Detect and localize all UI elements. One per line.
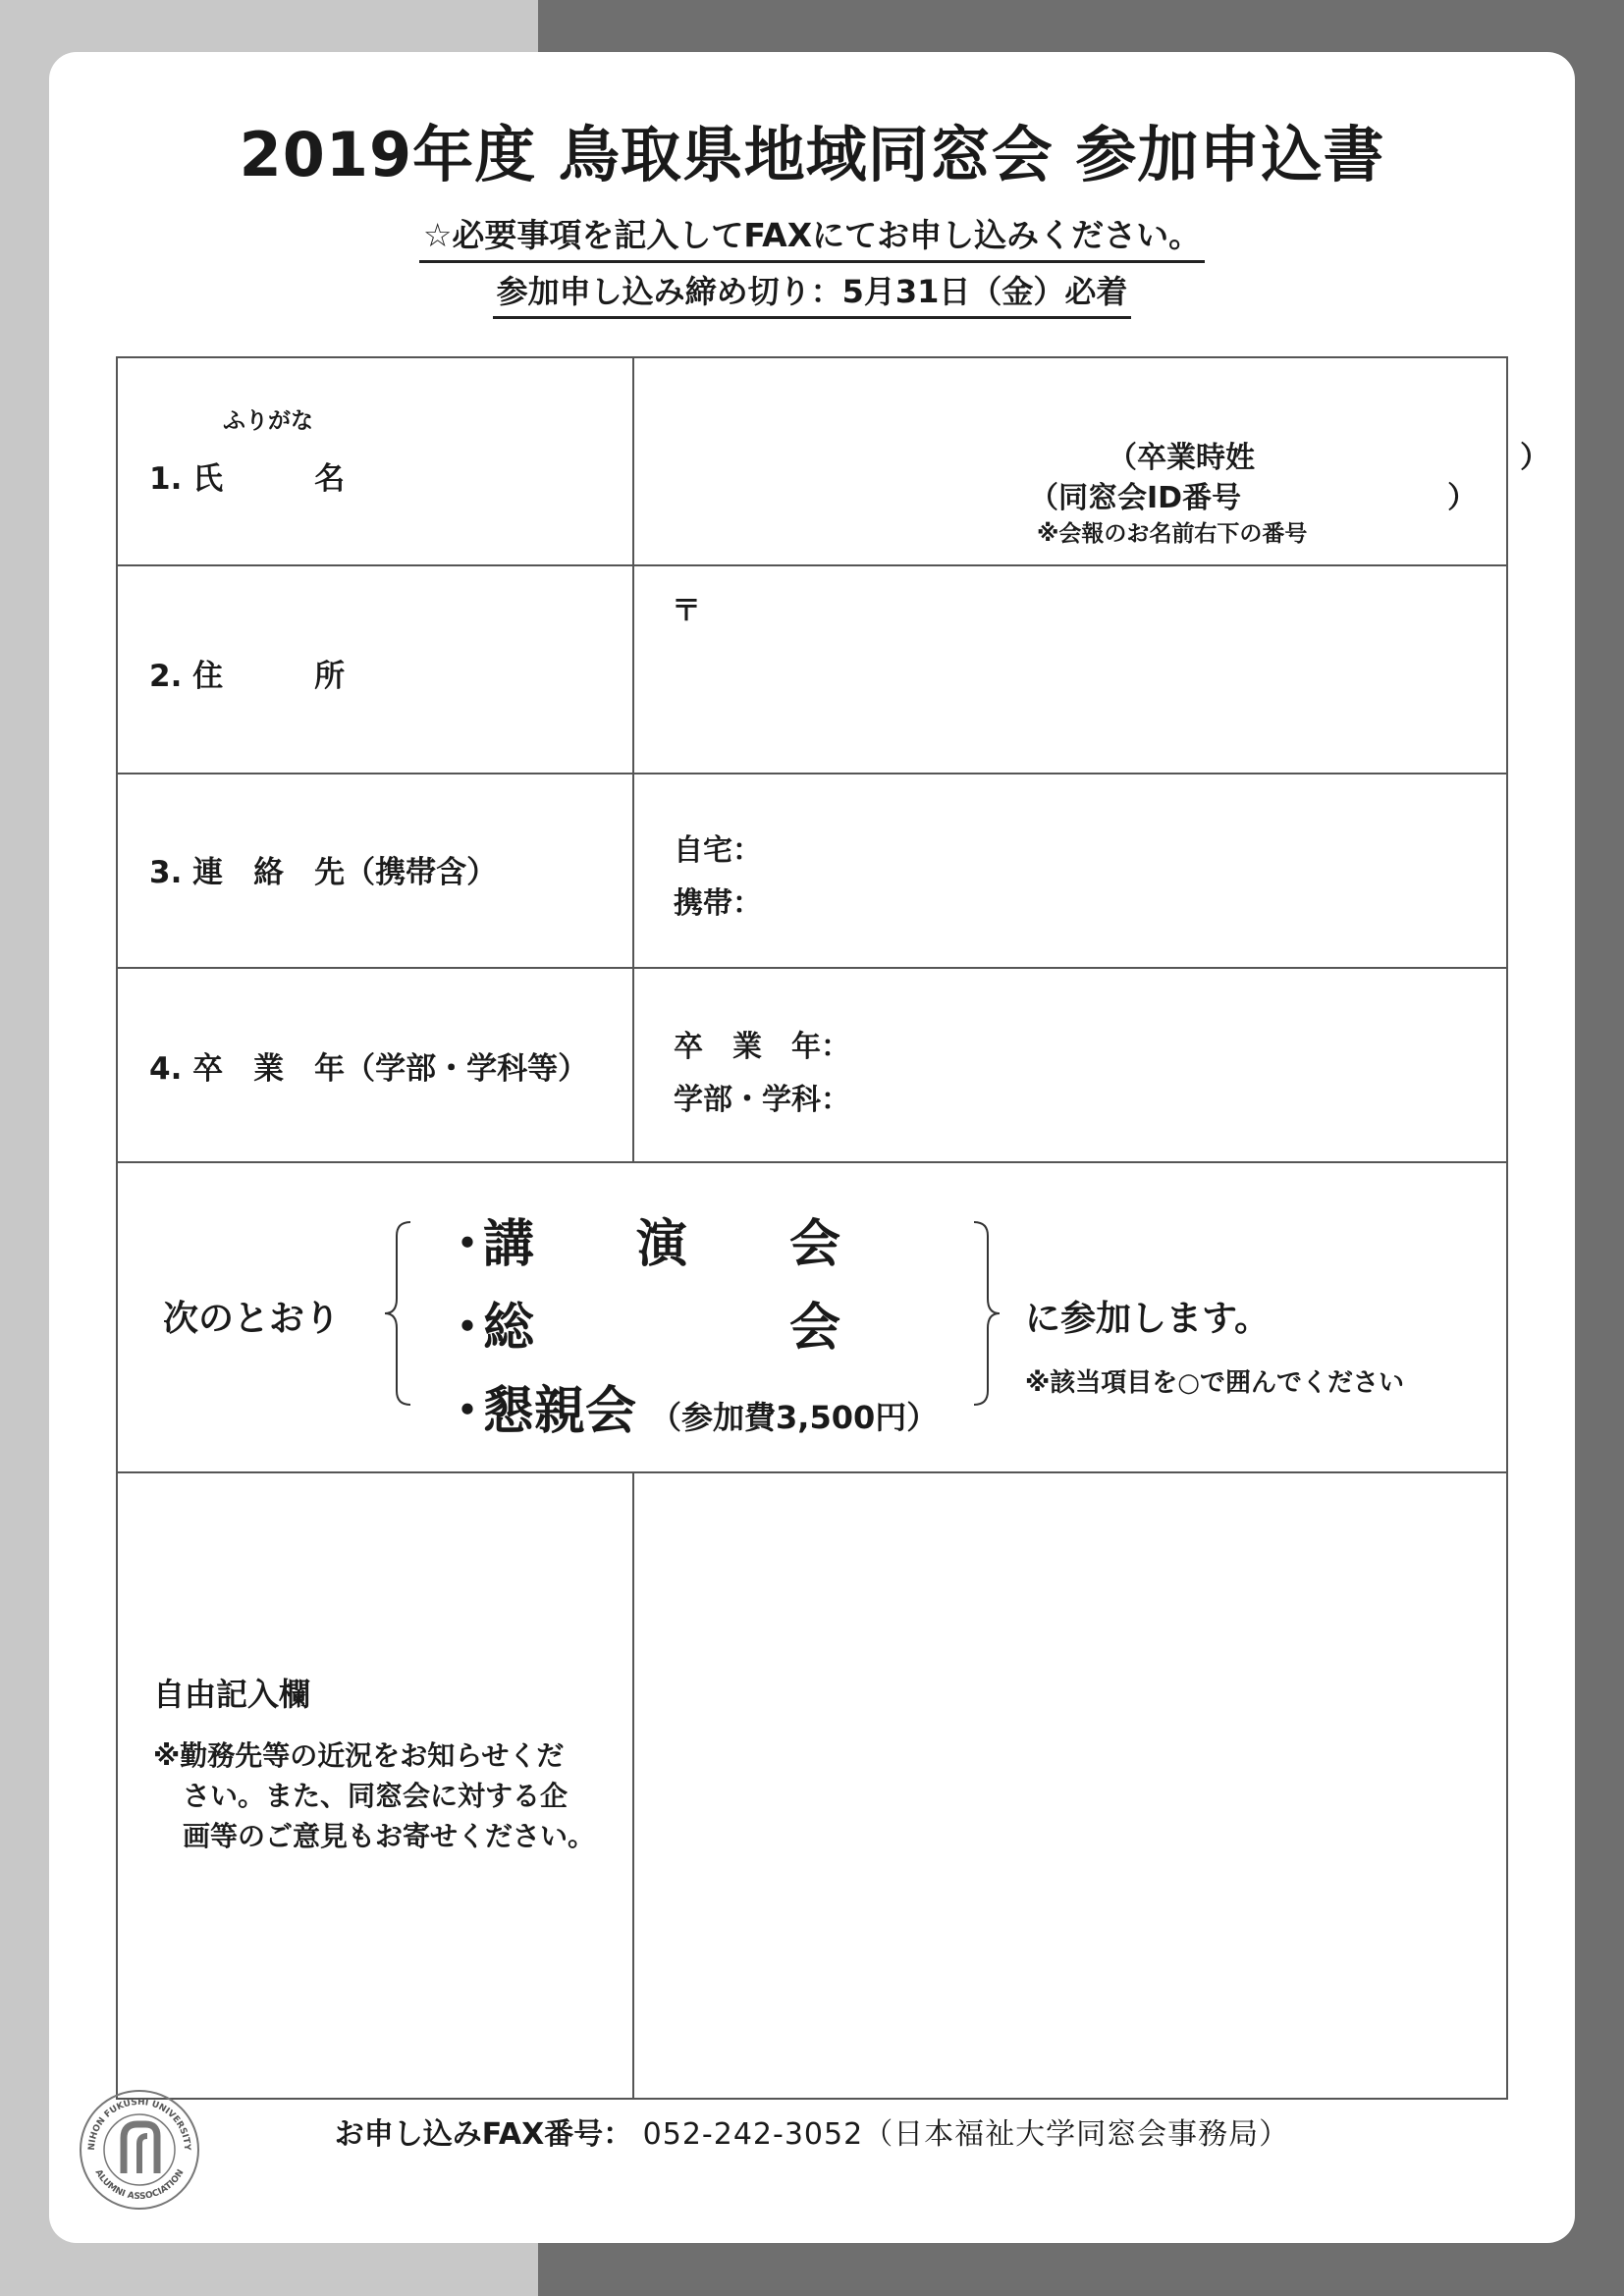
left-brace-icon [383, 1220, 412, 1407]
free-entry-label: 自由記入欄 [153, 1676, 311, 1713]
contact-input-cell[interactable] [634, 774, 1506, 967]
participation-prefix: 次のとおり [163, 1299, 341, 1339]
option-lecture-label: 講 演 会 [483, 1215, 841, 1274]
fax-footer [49, 2109, 1575, 2153]
application-sheet [49, 52, 1575, 2243]
graduation-label: 4. 卒 業 年（学部・学科等） [149, 1051, 589, 1087]
row-name [118, 358, 1549, 566]
name-label: 1. 氏 名 [149, 461, 346, 497]
option-lecture[interactable] [442, 1202, 840, 1276]
alumni-id-field[interactable]: （同窓会ID番号 ） [1029, 481, 1478, 515]
deadline-text: 参加申し込み締め切り：5月31日（金）必着 [493, 273, 1132, 319]
office-name: （日本福祉大学同窓会事務局） [863, 2117, 1290, 2152]
row-address [118, 566, 1506, 774]
instruction-text: ☆必要事項を記入してFAXにてお申し込みください。 [419, 216, 1205, 263]
row-free-entry [118, 1473, 1506, 2098]
option-general-meeting-label: 総 会 [483, 1299, 841, 1358]
graduation-input-cell[interactable] [634, 969, 1506, 1161]
free-entry-note-3: 画等のご意見もお寄せください。 [183, 1820, 596, 1852]
alumni-association-logo-icon [77, 2087, 202, 2213]
row-contact [118, 774, 1506, 969]
page-title: 2019年度 鳥取県地域同窓会 参加申込書 [239, 119, 1385, 190]
address-input-cell[interactable] [634, 566, 1506, 773]
label-cell-contact [118, 774, 634, 967]
option-bullet: ・ [442, 1299, 494, 1358]
furigana-label: ふりがな [223, 408, 313, 434]
free-entry-note-2: さい。また、同窓会に対する企 [183, 1780, 568, 1812]
name-input-cell[interactable] [634, 358, 1549, 564]
logo-top-text: NIHON FUKUSHI UNIVERSITY [86, 2097, 192, 2151]
address-label: 2. 住 所 [149, 659, 346, 694]
postal-mark: 〒 [672, 594, 701, 628]
free-entry-input-cell[interactable] [634, 1473, 1506, 2098]
graduation-year-field[interactable]: 卒 業 年： [674, 1030, 850, 1064]
label-cell-name [118, 358, 634, 564]
fax-number: 052-242-3052 [642, 2117, 864, 2152]
deadline-line [49, 267, 1575, 312]
participation-suffix: に参加します。 [1025, 1299, 1271, 1339]
label-cell-address [118, 566, 634, 773]
mobile-phone-field[interactable]: 携帯： [674, 886, 762, 921]
participation-fee-note: （参加費3,500円） [650, 1399, 939, 1436]
instruction-line [49, 210, 1575, 256]
logo-bottom-text: ALUMNI ASSOCIATION [92, 2167, 187, 2203]
alumni-id-note: ※会報のお名前右下の番号 [1037, 521, 1308, 547]
contact-label: 3. 連 絡 先（携帯含） [149, 855, 498, 890]
home-phone-field[interactable]: 自宅： [674, 833, 762, 868]
label-cell-free-entry [118, 1473, 634, 2098]
application-form [116, 356, 1549, 2100]
label-cell-graduation [118, 969, 634, 1161]
option-general-meeting[interactable] [442, 1286, 840, 1360]
row-participation [118, 1163, 1506, 1473]
option-bullet: ・ [442, 1382, 494, 1441]
option-bullet: ・ [442, 1215, 494, 1274]
option-social-gathering-label: 懇親会 [483, 1382, 637, 1441]
row-graduation [118, 969, 1506, 1163]
free-entry-note-1: ※勤務先等の近況をお知らせくだ [153, 1739, 565, 1772]
circle-instruction-note: ※該当項目を○で囲んでください [1025, 1368, 1404, 1398]
maiden-name-field[interactable]: （卒業時姓 ） [1108, 441, 1549, 475]
right-brace-icon [972, 1220, 1001, 1407]
faculty-field[interactable]: 学部・学科： [674, 1083, 850, 1117]
option-social-gathering[interactable] [442, 1369, 938, 1443]
fax-label: お申し込みFAX番号： [334, 2117, 633, 2152]
